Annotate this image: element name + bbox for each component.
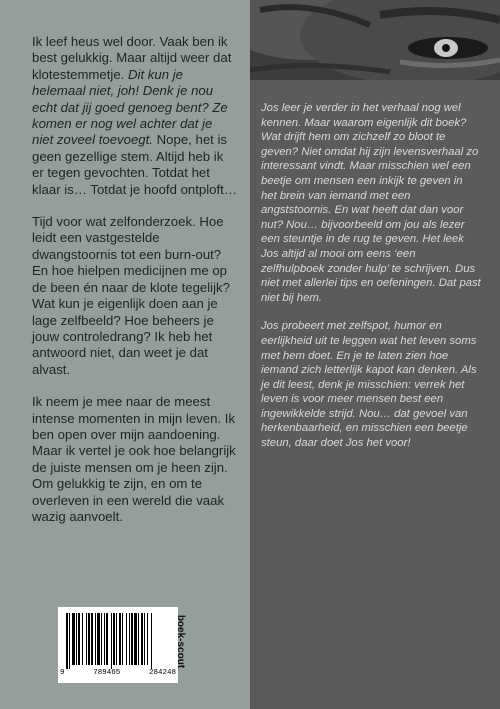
isbn-group-1: 789465	[93, 669, 121, 677]
back-cover-right-panel	[250, 0, 500, 709]
right-column-text	[261, 101, 481, 465]
eye-illustration	[250, 0, 500, 88]
publisher-logo	[175, 610, 194, 676]
left-paragraph-2: Tijd voor wat zelfonderzoek. Hoe leidt een vastgestelde dwangstoornis tot een burn-out? En hoe hielpen medicijnen me op de been én naar de klote tegelijk? Wat kun je eigenlijk doen aan je lage zelfbeeld? Hoe beheers je jouw controledrang? Ik heb het antwoord niet, dan weet je dat alvast.	[32, 214, 230, 377]
isbn-number	[60, 669, 176, 677]
author-eye-photo	[250, 0, 500, 88]
left-paragraph-1	[32, 34, 237, 198]
inner-voice-quote: Dit kun je helemaal niet, joh! Denk je nou echt dat jij goed genoeg bent? Ze komen er nog wel achter dat je niet zoveel toevoegt.	[32, 66, 228, 148]
left-column-text	[32, 34, 237, 541]
barcode	[58, 607, 178, 683]
left-paragraph-3: Ik neem je mee naar de meest intense momenten in mijn leven. Ik ben open over mijn aandoening. Maar ik vertel je ook hoe belangrijk de juiste mensen om je heen zijn. Om gelukkig te zijn, en om te overleven in een wereld die vaak wazig aanvoelt.	[32, 394, 236, 524]
right-paragraph-2: Jos probeert met zelfspot, humor en eerlijkheid uit te leggen wat het leven soms met hem doet. En je te laten zien hoe iemand zich letterlijk kapot kan denken. Als je dit leest, denk je misschien: verrek het leven is voor meer mensen best een ingewikkelde strijd. Nou… dat gevoel van herkenbaarheid, en misschien een beetje steun, daar doet Jos het voor!	[261, 320, 477, 450]
intro-text-continued: Nope, het is geen gezellige stem. Altijd heb ik er tegen gevochten. Totdat het klaar is… Totdat je hoofd ontploft…	[32, 132, 238, 197]
right-paragraph-1: Jos leer je verder in het verhaal nog wel kennen. Maar waarom eigenlijk dit boek? Wat drijft hem om zichzelf zo bloot te geven? Niet omdat hij zijn levensverhaal zo interessant vindt. Maar misschien wel een beetje om mensen een inkijk te geven in het brein van iemand met een angststoornis. En wat heeft dat dan voor nut? Nou… bijvoorbeeld om jou als lezer een steuntje in de rug te geven. Het leek Jos altijd al mooi om eens ‘een zelfhulpboek zonder hulp’ te schrijven. Dus niet met allerlei tips en oefeningen. Dat past niet bij hem.	[261, 102, 481, 304]
intro-text: Ik leef heus wel door. Vaak ben ik best gelukkig. Maar altijd weer dat klotestemmetje.	[32, 34, 232, 82]
publisher-name: boek-scout	[175, 614, 187, 669]
isbn-prefix: 9	[60, 669, 65, 677]
isbn-group-2: 284248	[148, 669, 176, 677]
barcode-bars	[64, 613, 172, 669]
